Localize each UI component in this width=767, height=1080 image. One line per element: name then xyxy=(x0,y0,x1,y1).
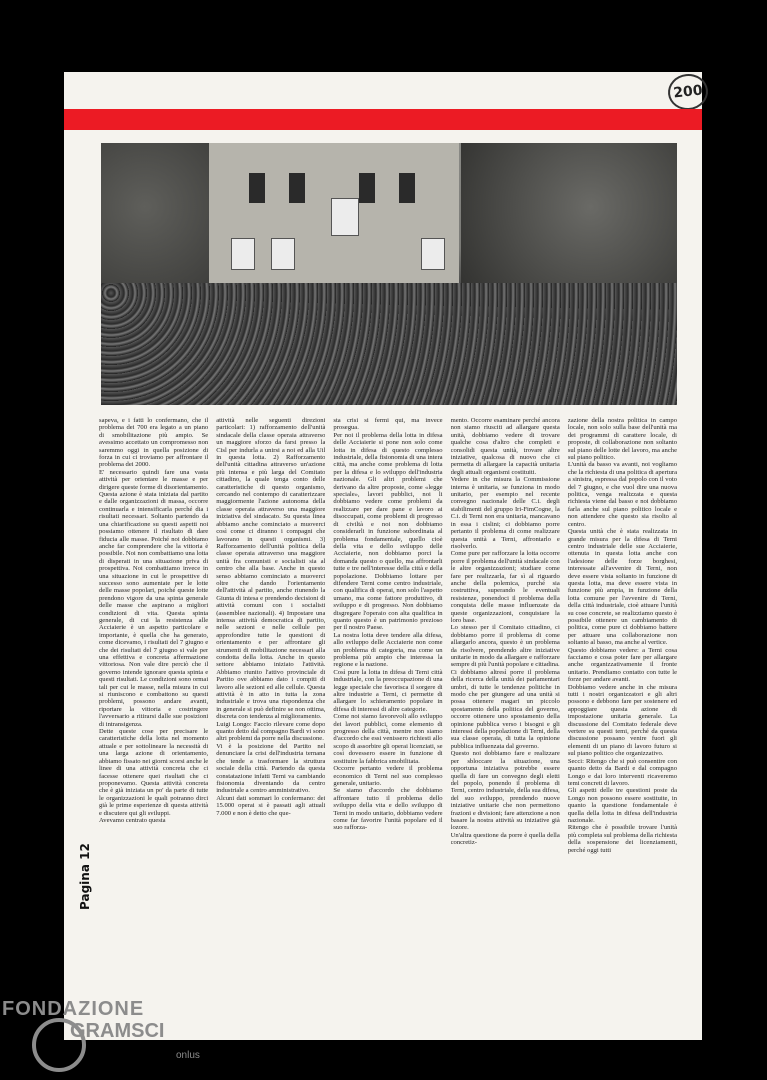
fondazione-gramsci-logo xyxy=(0,994,230,1074)
portrait-poster xyxy=(421,238,445,270)
article-columns xyxy=(99,417,677,1007)
crowd xyxy=(101,283,677,405)
text-column-4: mento. Occorre esaminare perché ancora non siamo riusciti ad allargare questa unità, dobbiamo vedere di trovare qualche cosa d'altro che completi e consolidi questa unità, trovare altre iniziative, qualcosa di nuovo che ci permetta di allargare la capacità unitaria degli attuali organismi costituiti. Vedere in che misura la Commissione interna è unitaria, se funziona in modo unitario, per esempio nel recente convegno nazionale delle C.i. degli stabilimenti del gruppo Iri-FimCogne, la C.i. di Terni non era unitaria, mancavano in essa i cislini; ci dobbiamo porre pertanto il problema di come realizzare questa unità a Terni, affrontarlo e risolverlo. Come pure per rafforzare la lotta occorre porre il problema dell'unità sindacale con le altre organizzazioni; studiare come fare per realizzarla, far sì al riguardo anche della polemica, purché sia costruttiva, superando le eventuali resistenze, ponendoci il problema della conquista delle masse influenzate da queste organizzazioni, conquistare la loro base. Lo stesso per il Comitato cittadino, ci dobbiamo porre il problema di come allargarlo ancora, questo è un problema da risolvere, prendendo altre iniziative unitarie in modo da allargare e rafforzare sempre di più l'unità popolare e cittadina. Ci dobbiamo altresì porre il problema della ricerca della unità dei parlamentari umbri, di tutte le tendenze politiche in modo che per giungere ad una unità si possa ottenere magari un piccolo spostamento della politica del governo, occorre ottenere uno spostamento della opinione pubblica verso i bisogni e gli interessi della popolazione di Terni, della sua classe operaia, di tutta la opinione pubblica influenzata dal governo. Questo noi dobbiamo fare e realizzare per sbloccare la situazione, una opportuna iniziativa potrebbe essere quella di fare un convegno degli eletti del popolo, ponendo il problema di Terni, centro industriale, della sua difesa, del suo sviluppo, prendendo nuove iniziative unitarie che non permettono frazioni e divisioni; fare attenzione a non basare la nostra attività su iniziative già lozore. Un'altra questione da porre è quella della concretiz- xyxy=(450,417,560,847)
page-number-label: Pagina 12 xyxy=(78,843,92,910)
text-column-2: attività nelle seguenti direzioni particolari: 1) rafforzamento dell'unità sindacale della classe operaia attraverso un maggiore sforzo da farsi presso la Cisl per indurla a unirsi a noi ed alla Uil in questa lotta. 2) Rafforzamento dell'unità cittadina attraverso un'azione più intensa e più larga del Comitato cittadino, la quale tenga conto delle caratteristiche di questo organismo, cercando nel contempo di caratterizzare maggiormente l'azione autonoma della classe operaia attraverso una maggiore iniziativa del sindacato. Su questa linea abbiamo anche cominciato a muoverci così come ci diranno i compagni che lavorano in questi organismi. 3) Rafforzamento dell'unità politica della classe operaia attraverso una maggiore unità fra comunisti e socialisti sia al centro che alla base. Anche in questo senso abbiamo cominciato a muoverci oltre che dando l'orientamento dell'attività al partito, anche riunendo la Giunta di intesa e prendendo decisioni di attività comuni con i socialisti (assemblee nazionali). 4) Impostare una intensa attività democratica di partito, nelle sezioni e nelle cellule per approfondire tutte le questioni di orientamento e per affrontare gli strumenti di mobilitazione necessari alla condotta della lotta. Anche in questo settore abbiamo iniziato l'attività. Abbiamo riunito l'attivo provinciale di Partito ove abbiamo dato i compiti di lavoro alle sezioni ed alle cellule. Questa attività è in atto in tutta la zona industriale e trova una rispondenza che in generale si può definire se non ottima, discreta con tendenza al miglioramento. Luigi Longo: Faccio rilevare come dopo quanto detto dal compagno Bardi vi sono altri problemi da porre nella discussione. Vi è la posizione del Partito nel denunciare la crisi dell'industria ternana che tende a trasformare la struttura sociale della città. Partendo da questa constatazione infatti Terni va cambiando fisionomia diventando da centro industriale a centro amministrativo. Alcuni dati sommari lo confermano: dei 15.000 operai si è passati agli attuali 7.000 e non è detto che que- xyxy=(216,417,326,817)
document-page xyxy=(64,72,702,1040)
logo-word-3: onlus xyxy=(176,1050,200,1061)
logo-word-2: GRAMSCI xyxy=(70,1020,165,1042)
text-column-3: sta crisi si fermi qui, ma invece prosegua. Per noi il problema della lotta in difesa delle Acciaierie si pone non solo come lotta in difesa di questo complesso industriale, della fisionomia di una intera città, ma anche come problema di lotta per la difesa e lo sviluppo dell'industria nazionale. Gli altri problemi che derivano da altre proposte, come «legge speciale», lavori pubblici, noi li dobbiamo vedere come problemi da realizzare per dare pane e lavoro ai disoccupati, come problemi di progresso di civiltà e noi non dobbiamo considerarli in funzione subordinata al problema fondamentale, quello cioè della vita e dello sviluppo delle Acciaierie, non dobbiamo porci la domanda questo o quello, ma affrontarli tutte e tre nell'interesse della città e della popolazione. Dobbiamo lottare per difendere Terni come centro industriale, con qualifica di operai, non solo l'aspetto umano, ma come fattore produttivo, di sviluppo e di progresso. Non dobbiamo disgregare l'operaio con alta qualifica in quanto questo è un patrimonio prezioso per il nostro Paese. La nostra lotta deve tendere alla difesa, allo sviluppo delle Acciaierie non come un problema di categoria, ma come un problema più ampio che interessa la regione e la nazione. Così pure la lotta in difesa di Terni città industriale, con la preoccupazione di una legge speciale che favorisca il sorgere di altre industrie a Terni, ci permette di allargare lo schieramento popolare in difesa di interessi di altre categorie. Come noi siamo favorevoli allo sviluppo dei lavori pubblici, come elemento di progresso della città, mentre non siamo d'accordo che essi venissero richiesti allo scopo di assorbire gli operai licenziati, se così dovessero essere in funzione di sostituire la fabbrica smobilitata. Occorre pertanto vedere il problema economico di Terni nel suo complesso generale, unitario. Se siamo d'accordo che dobbiamo affrontare tutto il problema dello sviluppo della vita e dello sviluppo di Terni in modo unitario, dobbiamo vedere come far favorire l'unità popolare ed il suo rafforza- xyxy=(333,417,443,832)
archive-stamp: 200 xyxy=(666,72,710,112)
portrait-poster xyxy=(331,198,359,236)
text-column-1: sapeva, e i fatti lo confermano, che il problema dei 700 era legato a un piano di smobilitazione più ampio. Se avessimo accettato un compromesso non saremmo oggi in quella posizione di forza in cui ci troviamo per affrontare il problema dei 2000. E' necessario quindi fare una vasta attività per orientare le masse e per dirigere queste forme di disorientamento. Questa azione è stata iniziata dal partito e dalle organizzazioni di massa, occorre continuarla e intensificarla perché dia i risultati necessari. Soltanto partendo da una chiarificazione su questi aspetti noi possiamo ottenere il risultato di dare fiducia alle masse. Poiché noi dobbiamo anche far comprendere che la vittoria è possibile. Noi non combattiamo una lotta di disperati in una situazione priva di prospettiva. Noi combattiamo invece in una situazione in cui le prospettive di successo sono aumentate per le lotte delle masse popolari, poiché queste lotte prendono vigore da una spinta generale delle masse che aspirano a migliori condizioni di vita. Questa spinta generale, di cui la resistenza alle Acciaierie è un aspetto particolare e importante, è quella che ha generato, come dicevamo, i risultati del 7 giugno e che dei risultati del 7 giugno si vale per una effettiva e concreta affermazione vittoriosa. Non vale dire perciò che il governo intende ignorare questa spinta e questi risultati. Le condizioni sono ormai tali per cui le masse, nella misura in cui si riuniscono e combattono su questi problemi, possono andare avanti, riportare la vittoria e costringere l'avversario a ritirarsi dalle sue posizioni di intransigenza. Dette queste cose per precisare le caratteristiche della lotta nel momento attuale e per sottolineare la necessità di una larga azione di orientamento, abbiamo fissato nei giorni scorsi anche le linee di una attività concreta che ci facesse ottenere quei risultati che ci proponevamo. Questa attività concreta che è già iniziata un po' da parte di tutte le organizzazioni le quali potranno dirci già le prime esperienze di questa attività e discutere qui gli sviluppi. Avevamo centrato questa xyxy=(99,417,209,824)
rally-photograph xyxy=(101,143,677,405)
building-window xyxy=(289,173,305,203)
trees-left xyxy=(101,143,211,303)
portrait-poster xyxy=(231,238,255,270)
building-window xyxy=(359,173,375,203)
trees-right xyxy=(461,143,677,303)
red-header-bar xyxy=(64,109,702,130)
building-window xyxy=(399,173,415,203)
building-window xyxy=(249,173,265,203)
text-column-5: zazione della nostra politica in campo locale, non solo sulla base dell'unità ma dei programmi di carattere locale, di proposte, di collaborazione non soltanto sul piano delle lotte del lavoro, ma anche sul piano politico. L'unità da basso va avanti, noi vogliamo che la richiesta di una politica di apertura a sinistra, espressa dal popolo con il voto del 7 giugno, e che vuol dire una nuova politica, venga realizzata e questa richiesta viene dal basso e noi dobbiamo farla anche sul piano politico locale e non attendere che questo sia risolto al centro. Questa unità che è stata realizzata in grande misura per la difesa di Terni centro industriale delle sue Acciaierie, ottenuta in questa lotta anche con l'adesione delle forze borghesi, interessate all'avvenire di Terni, non deve essere vista soltanto in funzione di questa lotta, ma deve essere vista in funzione più ampia, in funzione della lotta comune per l'avvenire di Terni, della città industriale, cioè attuare l'unità su cose concrete, se realizziamo questo è possibile ottenere un cambiamento di politica, come pure ci dobbiamo battere per attuare una collaborazione non soltanto al basso, ma anche al vertice. Questo dobbiamo vedere: a Terni cosa facciamo e cosa poter fare per allargare anche organizzativamente il fronte unitario. Prendiamo contatto con tutte le forze per andare avanti. Dobbiamo vedere anche in che misura tutti i nostri organizzatori e gli altri possono e debbono fare per sostenere ed appoggiare questa azione di impostazione unitaria generale. La discussione del Comitato federale deve vertere su questi temi, perché da questa discussione possano venire fuori gli elementi di un piano di lavoro futuro si sul piano politico che organizzativo. Secci: Ritengo che si può consentire con quanto detto da Bardi e dal compagno Longo e dai loro interventi ricaveremo temi concreti di lavoro. Gli aspetti delle tre questioni poste da Longo non possono essere sostituite, in quanto la questione fondamentale è quella della lotta in difesa dell'industria nazionale. Ritengo che è possibile trovare l'unità più completa sul problema della richiesta della sospensione dei licenziamenti, perché oggi tutti xyxy=(567,417,678,854)
portrait-poster xyxy=(271,238,295,270)
logo-word-1: FONDAZIONE xyxy=(2,998,145,1020)
